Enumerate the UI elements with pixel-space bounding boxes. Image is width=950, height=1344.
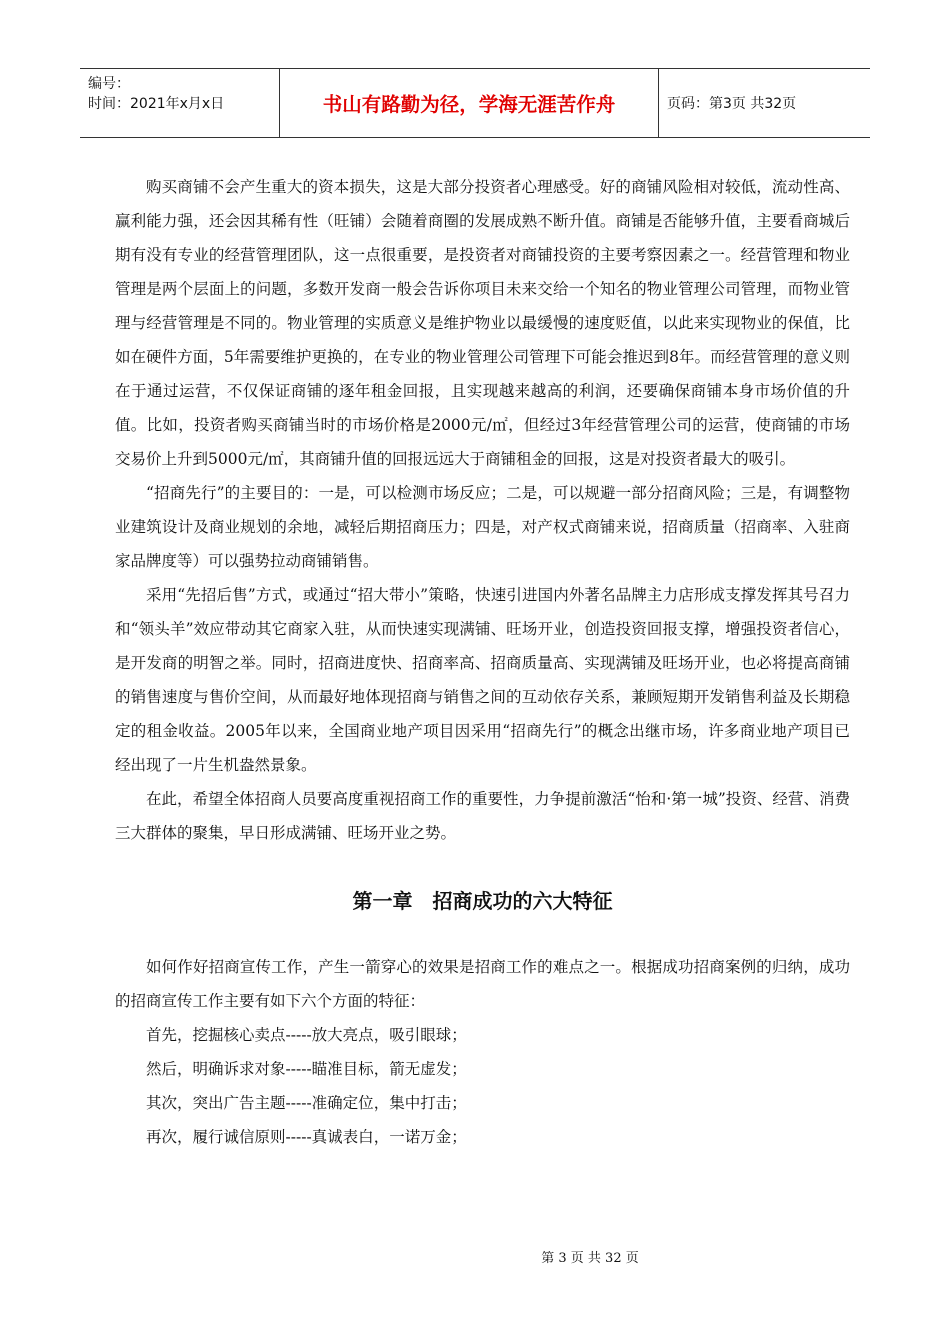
document-number-label: 编号：	[88, 76, 130, 92]
page-footer: 第 3 页 共 32 页	[541, 1251, 639, 1266]
chapter-intro: 如何作好招商宣传工作，产生一箭穿心的效果是招商工作的难点之一。根据成功招商案例的归纳，成功的招商宣传工作主要有如下六个方面的特征：	[115, 958, 850, 1010]
list-item: 首先，挖掘核心卖点-----放大亮点，吸引眼球；	[146, 1026, 467, 1044]
header-page-info: 页码：第3页 共32页	[667, 96, 797, 112]
list-item: 其次，突出广告主题-----准确定位，集中打击；	[146, 1094, 467, 1112]
page-header	[80, 68, 870, 138]
paragraph: 在此，希望全体招商人员要高度重视招商工作的重要性，力争提前激活“怡和·第一城”投资、经营、消费三大群体的聚集，早日形成满铺、旺场开业之势。	[115, 790, 850, 842]
header-meta	[80, 69, 280, 137]
document-body	[115, 170, 850, 1154]
list-item: 再次，履行诚信原则-----真诚表白，一诺万金；	[146, 1128, 467, 1146]
chapter-title: 第一章 招商成功的六大特征	[352, 889, 613, 913]
header-motto: 书山有路勤为径，学海无涯苦作舟	[280, 69, 659, 137]
list-item: 然后，明确诉求对象-----瞄准目标，箭无虚发；	[146, 1060, 467, 1078]
paragraph: 采用“先招后售”方式，或通过“招大带小”策略，快速引进国内外著名品牌主力店形成支撑发挥其号召力和“领头羊”效应带动其它商家入驻，从而快速实现满铺、旺场开业，创造投资回报支撑，增强投资者信心，是开发商的明智之举。同时，招商进度快、招商率高、招商质量高、实现满铺及旺场开业，也必将提高商铺的销售速度与售价空间，从而最好地体现招商与销售之间的互动依存关系，兼顾短期开发销售利益及长期稳定的租金收益。2005年以来，全国商业地产项目因采用“招商先行”的概念出继市场，许多商业地产项目已经出现了一片生机盎然景象。	[115, 586, 850, 774]
paragraph: “招商先行”的主要目的：一是，可以检测市场反应；二是，可以规避一部分招商风险；三是，有调整物业建筑设计及商业规划的余地，减轻后期招商压力；四是，对产权式商铺来说，招商质量（招商率、入驻商家品牌度等）可以强势拉动商铺销售。	[115, 484, 850, 570]
paragraph: 购买商铺不会产生重大的资本损失，这是大部分投资者心理感受。好的商铺风险相对较低，流动性高、赢利能力强，还会因其稀有性（旺铺）会随着商圈的发展成熟不断升值。商铺是否能够升值，主要看商城后期有没有专业的经营管理团队，这一点很重要，是投资者对商铺投资的主要考察因素之一。经营管理和物业管理是两个层面上的问题，多数开发商一般会告诉你项目未来交给一个知名的物业管理公司管理，而物业管理与经营管理是不同的。物业管理的实质意义是维护物业以最缓慢的速度贬值，以此来实现物业的保值，比如在硬件方面，5年需要维护更换的，在专业的物业管理公司管理下可能会推迟到8年。而经营管理的意义则在于通过运营，不仅保证商铺的逐年租金回报，且实现越来越高的利润，还要确保商铺本身市场价值的升值。比如，投资者购买商铺当时的市场价格是2000元/㎡，但经过3年经营管理公司的运营，使商铺的市场交易价上升到5000元/㎡，其商铺升值的回报远远大于商铺租金的回报，这是对投资者最大的吸引。	[115, 178, 850, 468]
document-date: 时间：2021年x月x日	[88, 96, 225, 112]
